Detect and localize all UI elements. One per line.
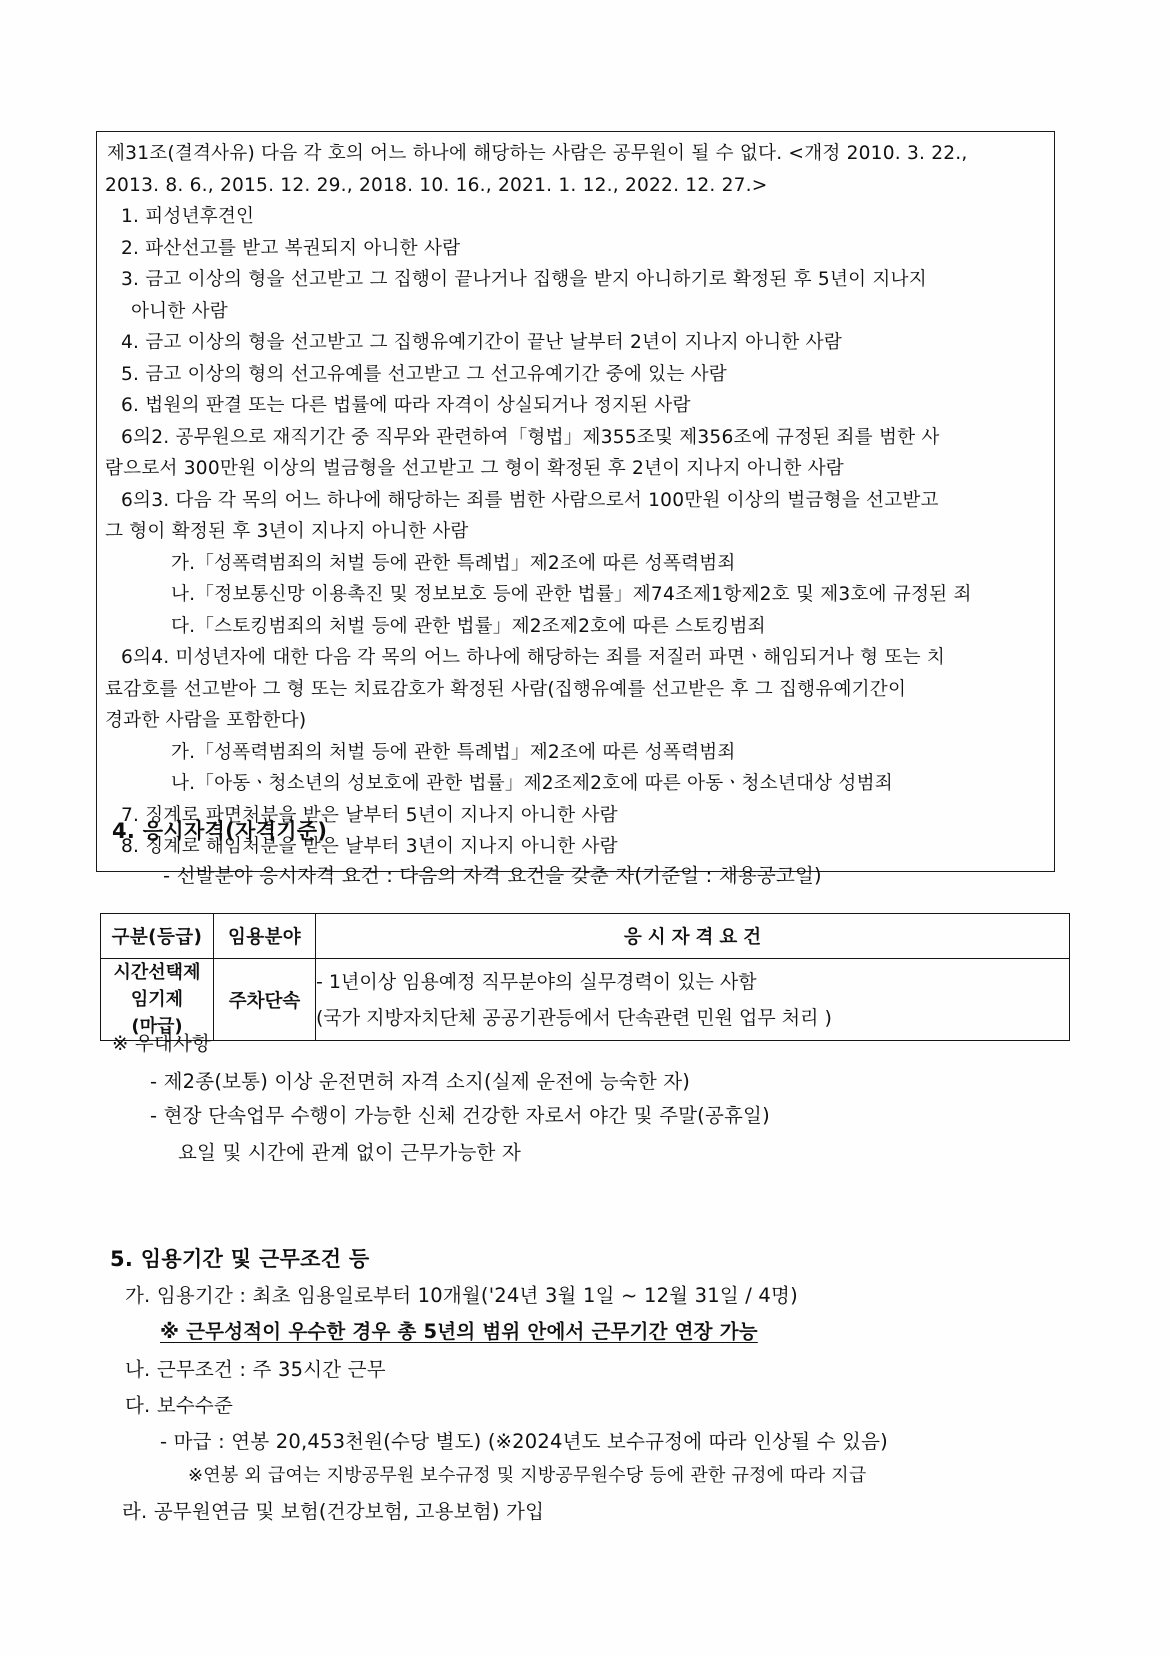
statute-line: 료감호를 선고받아 그 형 또는 치료감호가 확정된 사람(집행유예를 선고받은 후 그 집행유예기간이	[105, 678, 907, 700]
statute-line: 제31조(결격사유) 다음 각 호의 어느 하나에 해당하는 사람은 공무원이 될 수 없다. <개정 2010. 3. 22.,	[107, 143, 968, 164]
section-5-heading: 5. 임용기간 및 근무조건 등	[110, 1247, 370, 1271]
section-5-item: 라. 공무원연금 및 보험(건강보험, 고용보험) 가입	[122, 1500, 545, 1523]
statute-line: 가.「성폭력범죄의 처벌 등에 관한 특례법」제2조에 따른 성폭력범죄	[171, 741, 736, 763]
cell-grade	[101, 959, 214, 1041]
table-header-grade: 구분(등급)	[101, 914, 214, 959]
statute-line: 6의2. 공무원으로 재직기간 중 직무와 관련하여「형법」제355조및 제356조에 규정된 죄를 범한 사	[121, 426, 940, 448]
table-header-requirements: 응시자격요건	[316, 914, 1070, 959]
section-5-salary: - 마급 : 연봉 20,453천원(수당 별도) (※2024년도 보수규정에 따라 인상될 수 있음)	[160, 1430, 888, 1453]
cell-field: 주차단속	[214, 959, 316, 1041]
statute-line: 6. 법원의 판결 또는 다른 법률에 따라 자격이 상실되거나 정지된 사람	[121, 395, 691, 416]
requirement-line: (국가 지방자치단체 공공기관등에서 단속관련 민원 업무 처리 )	[316, 1006, 832, 1029]
statute-box	[96, 131, 1055, 872]
statute-line: 다.「스토킹범죄의 처벌 등에 관한 법률」제2조제2호에 따른 스토킹범죄	[171, 615, 766, 637]
statute-line: 7. 징계로 파면처분을 받은 날부터 5년이 지나지 아니한 사람	[121, 804, 618, 826]
section-4-lead: - 선발분야 응시자격 요건 : 다음의 자격 요건을 갖춘 자(기준일 : 채용공고일)	[163, 864, 822, 887]
statute-line: 가.「성폭력범죄의 처벌 등에 관한 특례법」제2조에 따른 성폭력범죄	[171, 552, 736, 574]
section-4-heading: 4. 응시자격(자격기준)	[112, 819, 328, 843]
cell-grade-line: 시간선택제	[113, 962, 201, 983]
preference-item: - 현장 단속업무 수행이 가능한 신체 건강한 자로서 야간 및 주말(공휴일)	[150, 1104, 770, 1127]
statute-line: 4. 금고 이상의 형을 선고받고 그 집행유예기간이 끝난 날부터 2년이 지나지 아니한 사람	[121, 332, 842, 353]
preference-heading: ※ 우대사항	[112, 1032, 212, 1055]
cell-grade-line: 임기제	[130, 989, 184, 1010]
statute-line: 람으로서 300만원 이상의 벌금형을 선고받고 그 형이 확정된 후 2년이 지나지 아니한 사람	[105, 458, 844, 479]
statute-line: 그 형이 확정된 후 3년이 지나지 아니한 사람	[105, 521, 469, 542]
table-header-field: 임용분야	[214, 914, 316, 959]
statute-line: 5. 금고 이상의 형의 선고유예를 선고받고 그 선고유예기간 중에 있는 사람	[121, 363, 727, 385]
section-5-item: 나. 근무조건 : 주 35시간 근무	[125, 1358, 386, 1381]
statute-line: 8. 징계로 해임처분을 받은 날부터 3년이 지나지 아니한 사람	[121, 836, 618, 857]
statute-line: 1. 피성년후견인	[121, 206, 255, 227]
preference-item: 요일 및 시간에 관계 없이 근무가능한 자	[178, 1141, 521, 1164]
statute-line: 6의4. 미성년자에 대한 다음 각 목의 어느 하나에 해당하는 죄를 저질러 파면ㆍ해임되거나 형 또는 치	[121, 647, 946, 668]
statute-line: 아니한 사람	[131, 300, 228, 322]
preference-item: - 제2종(보통) 이상 운전면허 자격 소지(실제 운전에 능숙한 자)	[150, 1070, 691, 1093]
section-5-salary-note: ※연봉 외 급여는 지방공무원 보수규정 및 지방공무원수당 등에 관한 규정에 따라 지급	[188, 1465, 867, 1486]
statute-line: 2013. 8. 6., 2015. 12. 29., 2018. 10. 16., 2021. 1. 12., 2022. 12. 27.>	[105, 174, 768, 196]
statute-line: 2. 파산선고를 받고 복권되지 아니한 사람	[121, 237, 461, 259]
statute-line: 나.「아동ㆍ청소년의 성보호에 관한 법률」제2조제2호에 따른 아동ㆍ청소년대상 성범죄	[171, 773, 893, 794]
table-header-row	[101, 914, 1070, 959]
section-5-item: 가. 임용기간 : 최초 임용일로부터 10개월('24년 3월 1일 ~ 12월 31일 / 4명)	[125, 1284, 798, 1307]
requirement-line: - 1년이상 임용예정 직무분야의 실무경력이 있는 사함	[316, 970, 757, 993]
table-row	[101, 959, 1070, 1041]
statute-line: 6의3. 다음 각 목의 어느 하나에 해당하는 죄를 범한 사람으로서 100만원 이상의 벌금형을 선고받고	[121, 489, 939, 511]
cell-requirements	[316, 959, 1070, 1041]
cell-grade-line: (마급)	[131, 1016, 183, 1037]
section-5-item: 다. 보수수준	[125, 1394, 233, 1417]
statute-line: 경과한 사람을 포함한다)	[105, 710, 307, 731]
qualification-table	[100, 913, 1070, 1041]
statute-line: 3. 금고 이상의 형을 선고받고 그 집행이 끝나거나 집행을 받지 아니하기로 확정된 후 5년이 지나지	[121, 269, 927, 290]
statute-line: 나.「정보통신망 이용촉진 및 정보보호 등에 관한 법률」제74조제1항제2호 및 제3호에 규정된 죄	[171, 584, 972, 605]
section-5-note-extension: ※ 근무성적이 우수한 경우 총 5년의 범위 안에서 근무기간 연장 가능	[160, 1320, 758, 1343]
